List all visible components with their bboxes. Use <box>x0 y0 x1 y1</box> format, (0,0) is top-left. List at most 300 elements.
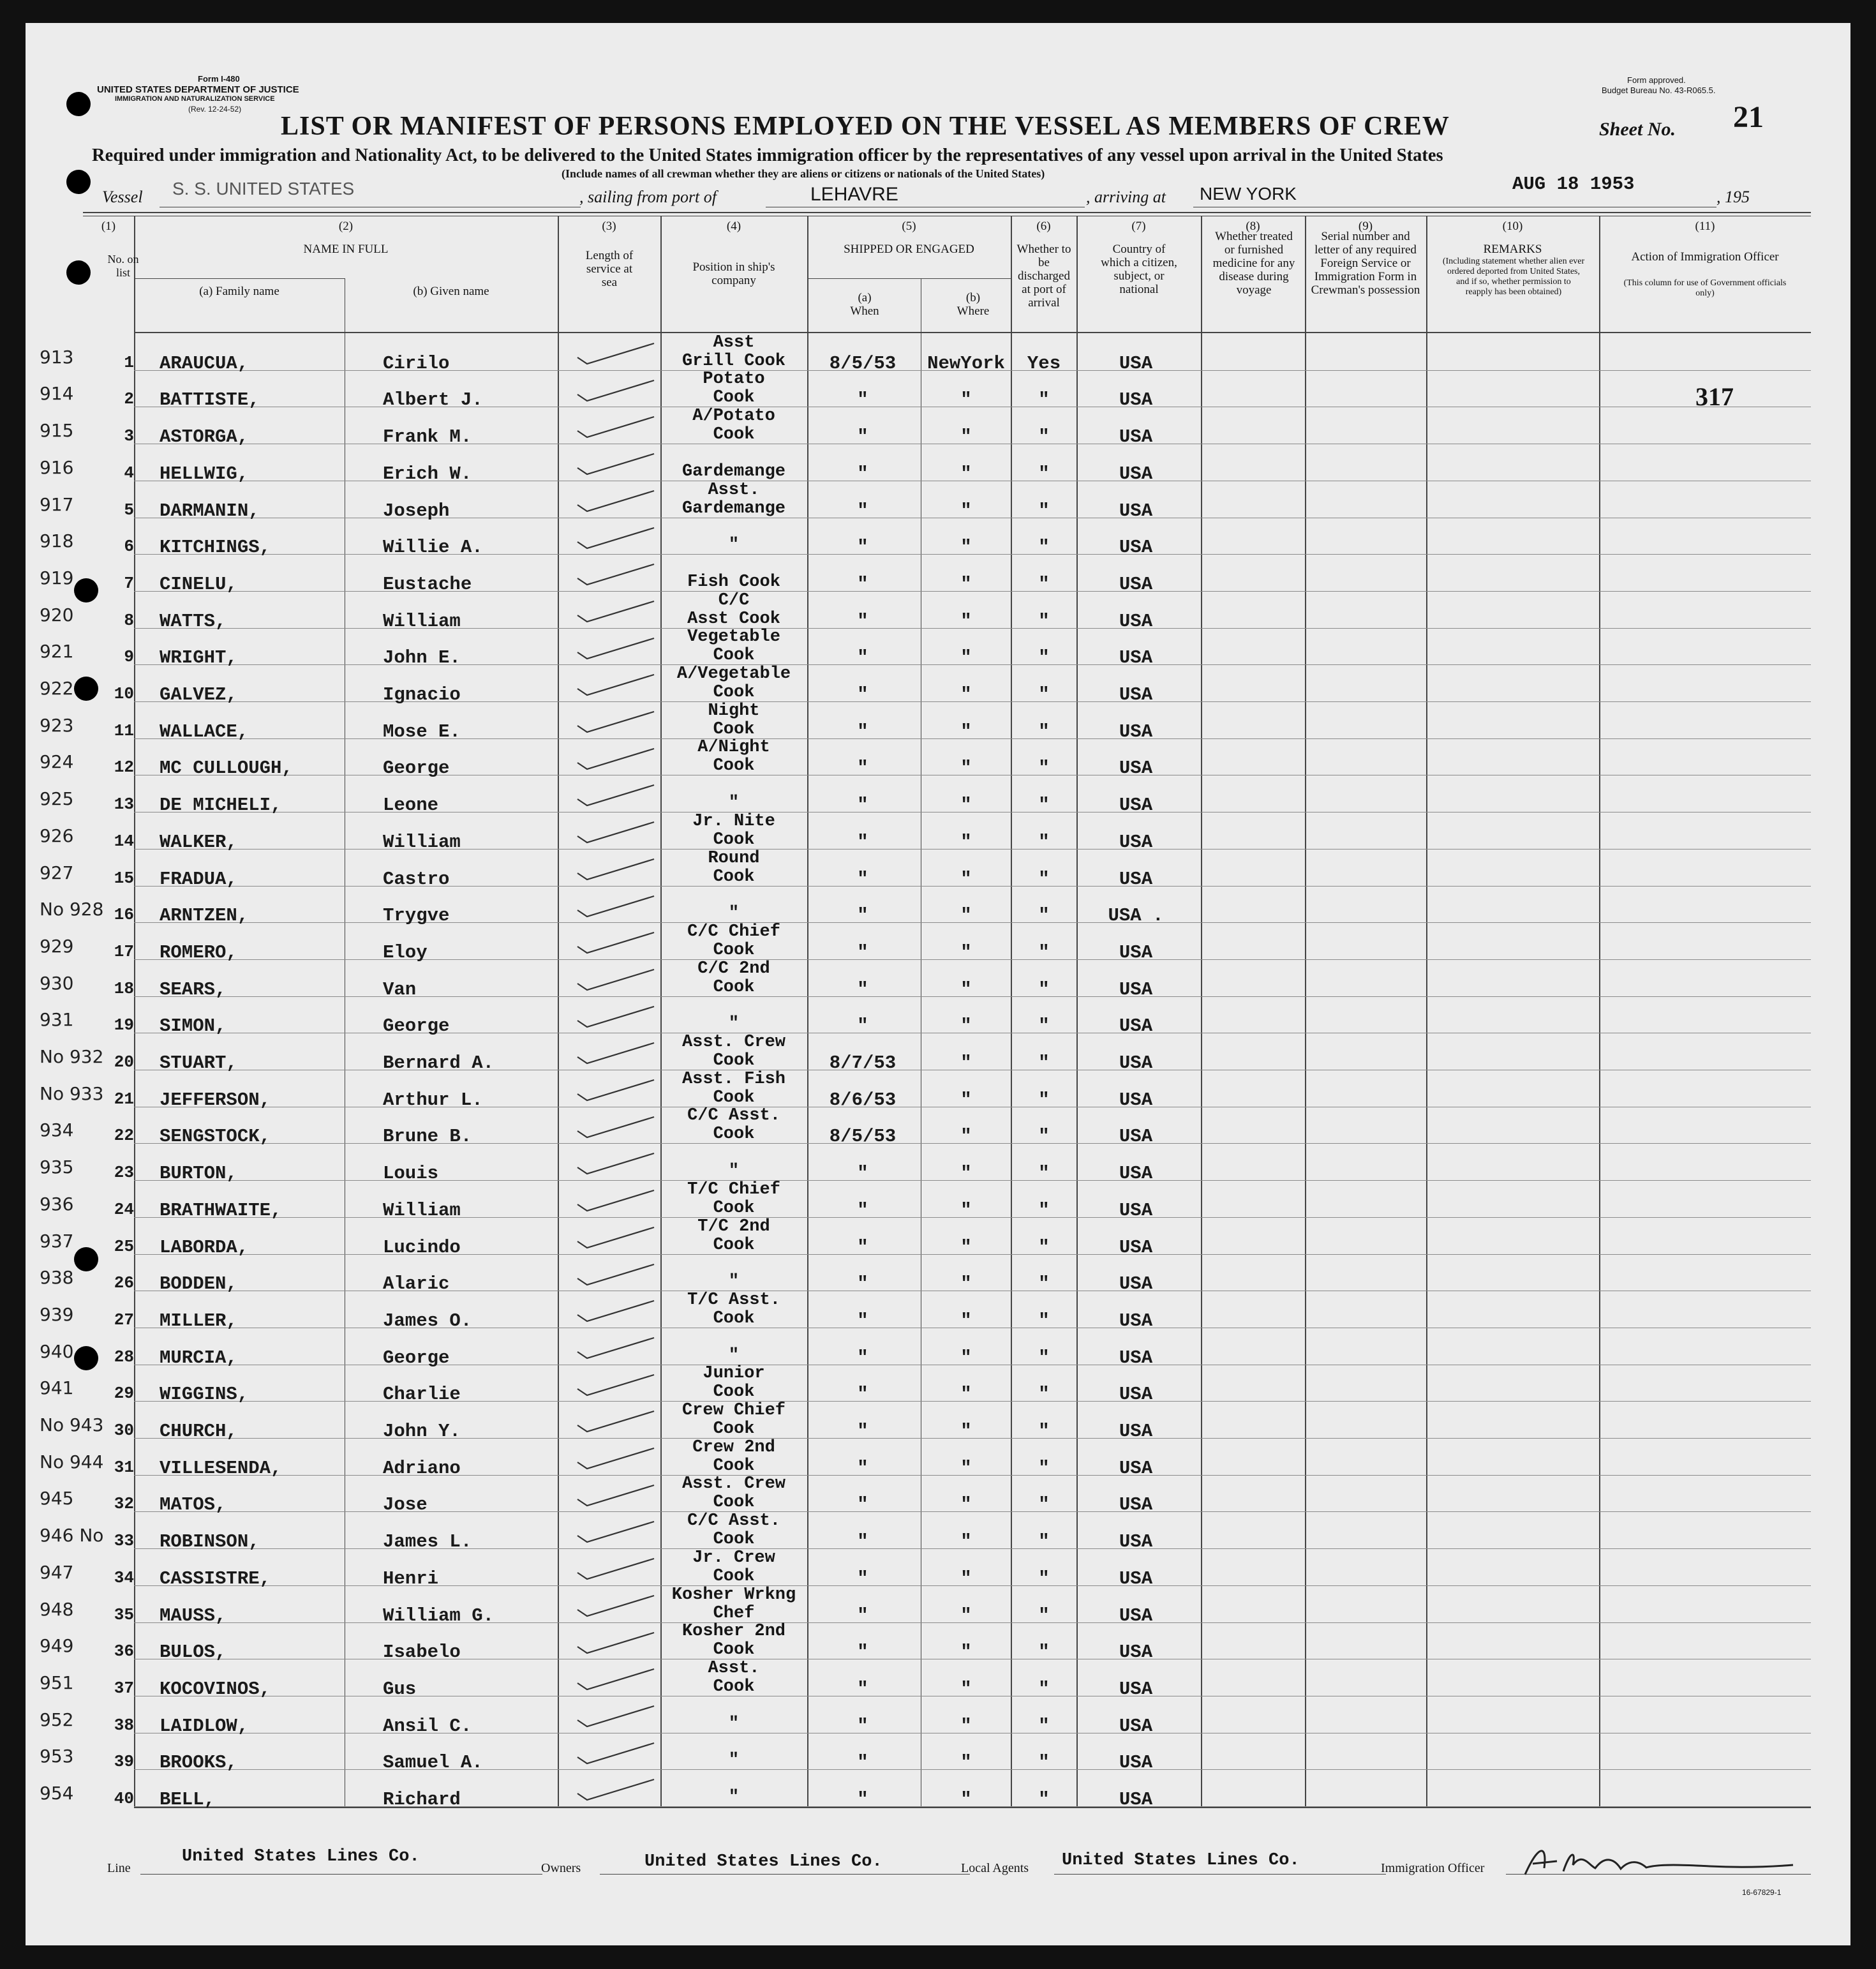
discharged: " <box>1038 1384 1050 1405</box>
margin-list-number: 934 <box>40 1119 74 1141</box>
country: USA <box>1119 426 1153 448</box>
shipped-where: " <box>960 1568 972 1589</box>
service-check-mark <box>571 559 660 591</box>
col-header-family: (a) Family name <box>199 285 279 298</box>
footer-agents-underline <box>1054 1874 1386 1875</box>
family-name: DE MICHELI, <box>160 795 282 816</box>
discharged: " <box>1038 1642 1050 1663</box>
margin-list-number: 941 <box>40 1377 74 1399</box>
discharged: " <box>1038 831 1050 853</box>
shipped-when: 8/7/53 <box>829 1052 897 1074</box>
col-header-where: (b) Where <box>957 291 990 318</box>
position-line-1: T/C Chief <box>687 1179 780 1199</box>
given-name: Henri <box>383 1568 439 1589</box>
port-to: NEW YORK <box>1200 184 1297 204</box>
discharged: " <box>1038 1310 1050 1331</box>
punch-hole <box>66 260 91 285</box>
discharged: " <box>1038 684 1050 705</box>
country: USA <box>1119 1494 1153 1516</box>
col-header-length: Length of service at sea <box>585 249 634 289</box>
discharged: " <box>1038 500 1050 521</box>
arrival-date: AUG 18 1953 <box>1512 174 1635 195</box>
position-line-2: Cook <box>713 1088 755 1107</box>
given-name: Ignacio <box>383 684 461 705</box>
given-name: Mose E. <box>383 721 461 742</box>
discharged: " <box>1038 537 1050 558</box>
row-number: 35 <box>114 1605 134 1624</box>
service-check-mark <box>571 1296 660 1328</box>
service-check-mark <box>571 1591 660 1622</box>
footer-owners-label: Owners <box>541 1861 581 1875</box>
country: USA <box>1119 1421 1153 1442</box>
family-name: JEFFERSON, <box>160 1089 271 1111</box>
discharged: " <box>1038 389 1050 411</box>
shipped-when: " <box>857 1163 868 1185</box>
position-line-2: Cook <box>713 1530 755 1550</box>
service-check-mark <box>571 1112 660 1144</box>
position-line-2: Cook <box>713 830 755 850</box>
given-name: Willie A. <box>383 537 483 558</box>
country: USA <box>1119 1715 1153 1737</box>
position-line-1: Jr. Crew <box>692 1548 775 1568</box>
margin-list-number: 927 <box>40 862 74 883</box>
shipped-where: " <box>960 831 972 853</box>
discharged: " <box>1038 721 1050 742</box>
family-name: MILLER, <box>160 1310 237 1331</box>
col-divider <box>1076 216 1078 1807</box>
shipped-when: " <box>857 537 868 558</box>
margin-list-number: 918 <box>40 530 74 552</box>
row-number: 17 <box>114 941 134 961</box>
given-name: Castro <box>383 868 450 890</box>
position-line-1: Asst. <box>708 1658 760 1678</box>
discharged: " <box>1038 1531 1050 1553</box>
discharged: " <box>1038 1568 1050 1589</box>
row-number: 14 <box>114 831 134 851</box>
country: USA <box>1119 1236 1153 1258</box>
service-check-mark <box>571 1774 660 1806</box>
given-name: Ansil C. <box>383 1715 472 1737</box>
given-name: Isabelo <box>383 1642 461 1663</box>
col-header-when: (a) When <box>850 291 879 318</box>
position-line-2: Cook <box>713 1493 755 1513</box>
discharged: " <box>1038 1715 1050 1737</box>
col-header-given: (b) Given name <box>413 285 489 298</box>
family-name: CASSISTRE, <box>160 1568 271 1589</box>
form-approved: Form approved. <box>1627 75 1686 85</box>
given-name: Lucindo <box>383 1236 461 1258</box>
margin-list-number: 921 <box>40 641 74 663</box>
service-check-mark <box>571 1553 660 1585</box>
discharged: " <box>1038 426 1050 448</box>
discharged: Yes <box>1027 352 1061 374</box>
position-line-2: Cook <box>713 1308 755 1328</box>
family-name: WALLACE, <box>160 721 249 742</box>
position-line-2: Grill Cook <box>681 351 786 371</box>
discharged: " <box>1038 905 1050 927</box>
position-line-1: C/C Chief <box>687 922 780 941</box>
row-number: 11 <box>114 721 134 740</box>
port-from: LEHAVRE <box>810 184 898 205</box>
col-header-remarks: REMARKS <box>1483 243 1542 256</box>
shipped-when: " <box>857 389 868 411</box>
position-line-1: Asst. <box>708 480 760 500</box>
col-header-no: No. on list <box>107 253 139 279</box>
shipped-when: " <box>857 941 868 963</box>
row-number: 28 <box>114 1347 134 1366</box>
country: USA <box>1119 1089 1153 1111</box>
country: USA <box>1119 537 1153 558</box>
row-number: 15 <box>114 868 134 888</box>
row-number: 23 <box>114 1163 134 1183</box>
form-number: Form I-480 <box>198 74 240 84</box>
row-number: 38 <box>114 1715 134 1735</box>
country: USA <box>1119 610 1153 632</box>
col-num-10: (10) <box>1502 220 1523 233</box>
position-line-1: T/C 2nd <box>697 1217 770 1236</box>
country: USA <box>1119 1752 1153 1774</box>
given-name: Brune B. <box>383 1126 472 1148</box>
service-check-mark <box>571 744 660 775</box>
country: USA <box>1119 684 1153 705</box>
shipped-when: " <box>857 978 868 1000</box>
margin-list-number: 940 <box>40 1340 74 1362</box>
position-line-2: " <box>728 1751 740 1771</box>
shipped-where: " <box>960 1531 972 1553</box>
shipped-when: " <box>857 868 868 890</box>
row-number: 12 <box>114 758 134 777</box>
shipped-where: " <box>960 1015 972 1037</box>
shipped-where: " <box>960 1236 972 1258</box>
discharged: " <box>1038 1421 1050 1442</box>
action-stamp-number: 317 <box>1695 382 1734 411</box>
row-number: 7 <box>124 573 134 593</box>
shipped-when: " <box>857 684 868 705</box>
service-check-mark <box>571 375 660 407</box>
shipped-where: " <box>960 868 972 890</box>
position-line-2: " <box>728 1162 740 1181</box>
service-check-mark <box>571 1001 660 1033</box>
position-line-2: Cook <box>713 388 755 408</box>
family-name: ROMERO, <box>160 941 237 963</box>
margin-list-number: 925 <box>40 788 74 810</box>
shipped-when: " <box>857 500 868 521</box>
margin-list-number: 926 <box>40 825 74 846</box>
family-name: FRADUA, <box>160 868 237 890</box>
shipped-when: " <box>857 463 868 484</box>
service-check-mark <box>571 817 660 849</box>
service-check-mark <box>571 449 660 481</box>
row-number: 18 <box>114 978 134 998</box>
position-line-1: Round <box>708 848 760 868</box>
family-name: ARAUCUA, <box>160 352 249 374</box>
shipped-where: " <box>960 1199 972 1221</box>
position-line-2: " <box>728 535 740 555</box>
position-line-1: Vegetable <box>687 627 780 647</box>
col-num-4: (4) <box>726 220 741 233</box>
shipped-when: " <box>857 1384 868 1405</box>
margin-list-number: No 928 <box>40 899 104 920</box>
position-line-1: A/Night <box>697 738 770 758</box>
footer-owners-value: United States Lines Co. <box>644 1852 882 1871</box>
family-name: CHURCH, <box>160 1421 237 1442</box>
col-header-action-note: (This column for use of Government officials only) <box>1623 278 1787 298</box>
position-line-1: T/C Asst. <box>687 1290 780 1310</box>
discharged: " <box>1038 1199 1050 1221</box>
margin-list-number: 917 <box>40 493 74 515</box>
discharged: " <box>1038 1494 1050 1516</box>
form-code: 16-67829-1 <box>1742 1888 1782 1897</box>
col-header-position: Position in ship's company <box>692 260 775 287</box>
row-number: 31 <box>114 1457 134 1477</box>
shipped-when: " <box>857 1310 868 1331</box>
family-name: GALVEZ, <box>160 684 237 705</box>
shipped-where: NewYork <box>927 352 1005 374</box>
given-name: Trygve <box>383 905 450 927</box>
row-number: 36 <box>114 1642 134 1661</box>
col-num-3: (3) <box>602 220 616 233</box>
family-name: KITCHINGS, <box>160 537 271 558</box>
position-line-2: Chef <box>713 1603 755 1623</box>
row-number: 40 <box>114 1789 134 1808</box>
shipped-when: " <box>857 1457 868 1479</box>
country: USA <box>1119 1605 1153 1626</box>
given-name: Leone <box>383 795 439 816</box>
row-number: 8 <box>124 610 134 630</box>
margin-list-number: 953 <box>40 1746 74 1767</box>
discharged: " <box>1038 647 1050 669</box>
service-check-mark <box>571 1075 660 1107</box>
position-line-2: Cook <box>713 1125 755 1144</box>
position-line-1: A/Potato <box>692 407 775 426</box>
family-name: BATTISTE, <box>160 389 260 411</box>
family-name: WIGGINS, <box>160 1384 249 1405</box>
given-name: Albert J. <box>383 389 483 411</box>
position-line-2: Cook <box>713 719 755 739</box>
col-header-treated: Whether treated or furnished medicine for any disease during voyage <box>1212 230 1295 297</box>
country: USA <box>1119 868 1153 890</box>
service-check-mark <box>571 707 660 738</box>
given-name: Erich W. <box>383 463 472 484</box>
position-line-2: Cook <box>713 683 755 702</box>
footer-line-value: United States Lines Co. <box>182 1847 420 1866</box>
row-number: 29 <box>114 1384 134 1404</box>
position-line-2: Cook <box>713 1456 755 1476</box>
row-number: 5 <box>124 500 134 520</box>
shipped-when: " <box>857 1531 868 1553</box>
country: USA <box>1119 1789 1153 1810</box>
row-number: 22 <box>114 1126 134 1146</box>
shipped-when: " <box>857 1347 868 1368</box>
shipped-when: " <box>857 1421 868 1442</box>
given-name: George <box>383 758 450 779</box>
row-number: 6 <box>124 537 134 557</box>
shipped-where: " <box>960 758 972 779</box>
margin-list-number: 913 <box>40 346 74 368</box>
discharged: " <box>1038 1347 1050 1368</box>
position-line-1: Jr. Nite <box>692 811 775 831</box>
given-name: John Y. <box>383 1421 461 1442</box>
country: USA <box>1119 1310 1153 1331</box>
position-line-2: " <box>728 1272 740 1292</box>
country: USA <box>1119 941 1153 963</box>
shipped-when: " <box>857 1678 868 1700</box>
family-name: WALKER, <box>160 831 237 853</box>
punch-hole <box>66 92 91 116</box>
position-line-2: " <box>728 1788 740 1807</box>
country: USA <box>1119 647 1153 669</box>
service-check-mark <box>571 338 660 370</box>
family-name: MAUSS, <box>160 1605 227 1626</box>
arriving-label: , arriving at <box>1086 188 1166 206</box>
position-line-1: Potato <box>703 370 765 389</box>
country: USA <box>1119 978 1153 1000</box>
position-line-2: Cook <box>713 1419 755 1439</box>
budget-bureau: Budget Bureau No. 43-R065.5. <box>1602 86 1716 95</box>
shipped-when: " <box>857 721 868 742</box>
row-number: 32 <box>114 1494 134 1514</box>
col-divider <box>134 216 135 1807</box>
shipped-where: " <box>960 1457 972 1479</box>
position-line-1: C/C 2nd <box>697 959 770 978</box>
row-number: 21 <box>114 1089 134 1109</box>
position-line-1: Asst. Crew <box>681 1033 786 1052</box>
shipped-when: 8/5/53 <box>829 352 897 374</box>
col-num-9: (9) <box>1358 220 1373 233</box>
family-name: SEARS, <box>160 978 227 1000</box>
given-name: George <box>383 1015 450 1037</box>
country: USA . <box>1108 905 1164 927</box>
discharged: " <box>1038 610 1050 632</box>
margin-list-number: 949 <box>40 1635 74 1657</box>
family-name: WATTS, <box>160 610 227 632</box>
service-check-mark <box>571 1148 660 1180</box>
position-line-2: " <box>728 1345 740 1365</box>
row-number: 34 <box>114 1568 134 1587</box>
col-num-1: (1) <box>101 220 116 233</box>
given-name: Frank M. <box>383 426 472 448</box>
given-name: William <box>383 1199 461 1221</box>
position-line-2: Cook <box>713 1235 755 1255</box>
discharged: " <box>1038 1752 1050 1774</box>
header-bottom-line <box>134 332 1811 333</box>
margin-list-number: No 943 <box>40 1414 104 1435</box>
given-name: James O. <box>383 1310 472 1331</box>
shipped-where: " <box>960 905 972 927</box>
shipped-where: " <box>960 1126 972 1148</box>
revision: (Rev. 12-24-52) <box>188 105 242 114</box>
country: USA <box>1119 795 1153 816</box>
given-name: Samuel A. <box>383 1752 483 1774</box>
col-num-5: (5) <box>902 220 916 233</box>
row-number: 26 <box>114 1273 134 1293</box>
given-name: George <box>383 1347 450 1368</box>
table-top-line <box>83 212 1811 213</box>
footer-line-label: Line <box>107 1861 131 1875</box>
country: USA <box>1119 389 1153 411</box>
margin-list-number: 915 <box>40 420 74 442</box>
family-name: MURCIA, <box>160 1347 237 1368</box>
given-name: Gus <box>383 1678 417 1700</box>
position-line-2: Cook <box>713 940 755 960</box>
col-num-6: (6) <box>1036 220 1051 233</box>
position-line-1: Asst. Fish <box>681 1069 786 1089</box>
shipped-where: " <box>960 610 972 632</box>
service-check-mark <box>571 1628 660 1659</box>
shipped-when: 8/5/53 <box>829 1126 897 1148</box>
shipped-where: " <box>960 1715 972 1737</box>
country: USA <box>1119 1678 1153 1700</box>
col-num-2: (2) <box>338 220 354 233</box>
family-name: CINELU, <box>160 573 237 595</box>
discharged: " <box>1038 1015 1050 1037</box>
service-check-mark <box>571 1516 660 1548</box>
service-check-mark <box>571 486 660 518</box>
shipped-when: " <box>857 905 868 927</box>
given-name: Arthur L. <box>383 1089 483 1111</box>
subtitle: Required under immigration and Nationality Act, to be delivered to the United States immigration officer by the representatives of any vessel upon arrival in the United States <box>92 146 1443 165</box>
given-name: Jose <box>383 1494 428 1516</box>
discharged: " <box>1038 978 1050 1000</box>
service-check-mark <box>571 1333 660 1365</box>
page-title: LIST OR MANIFEST OF PERSONS EMPLOYED ON THE VESSEL AS MEMBERS OF CREW <box>281 112 1450 141</box>
row-number: 4 <box>124 463 134 483</box>
margin-list-number: 951 <box>40 1672 74 1693</box>
position-line-2: Gardemange <box>681 461 786 481</box>
given-name: Eustache <box>383 573 472 595</box>
given-name: William <box>383 610 461 632</box>
given-name: James L. <box>383 1531 472 1553</box>
service-check-mark <box>571 633 660 665</box>
position-line-1: Asst <box>713 333 755 352</box>
shipped-where: " <box>960 1494 972 1516</box>
service-check-mark <box>571 964 660 996</box>
row-number: 39 <box>114 1752 134 1772</box>
position-line-2: Asst Cook <box>687 609 780 629</box>
position-line-1: Junior <box>703 1364 765 1384</box>
margin-list-number: 938 <box>40 1267 74 1289</box>
service-check-mark <box>571 1701 660 1733</box>
shipped-where: " <box>960 684 972 705</box>
discharged: " <box>1038 573 1050 595</box>
manifest-sheet <box>26 23 1850 1945</box>
given-name: Adriano <box>383 1457 461 1479</box>
shipped-where: " <box>960 1347 972 1368</box>
shipped-when: " <box>857 831 868 853</box>
row-number: 16 <box>114 905 134 925</box>
country: USA <box>1119 1199 1153 1221</box>
row-number: 1 <box>124 352 134 372</box>
row-number: 20 <box>114 1052 134 1072</box>
shipped-where: " <box>960 795 972 816</box>
discharged: " <box>1038 1789 1050 1810</box>
family-name: STUART, <box>160 1052 237 1074</box>
row-number: 30 <box>114 1421 134 1440</box>
position-line-1: Kosher Wrkng <box>671 1585 796 1605</box>
family-name: MC CULLOUGH, <box>160 758 293 779</box>
shipped-when: " <box>857 1273 868 1295</box>
margin-list-number: 945 <box>40 1488 74 1509</box>
shipped-where: " <box>960 389 972 411</box>
country: USA <box>1119 1052 1153 1074</box>
position-line-2: Cook <box>713 867 755 887</box>
shipped-where: " <box>960 537 972 558</box>
row-number: 25 <box>114 1236 134 1256</box>
col-header-shipped: SHIPPED OR ENGAGED <box>844 243 974 256</box>
col-divider <box>558 216 559 1807</box>
position-line-2: Cook <box>713 1677 755 1696</box>
position-line-1: Crew 2nd <box>692 1437 775 1457</box>
